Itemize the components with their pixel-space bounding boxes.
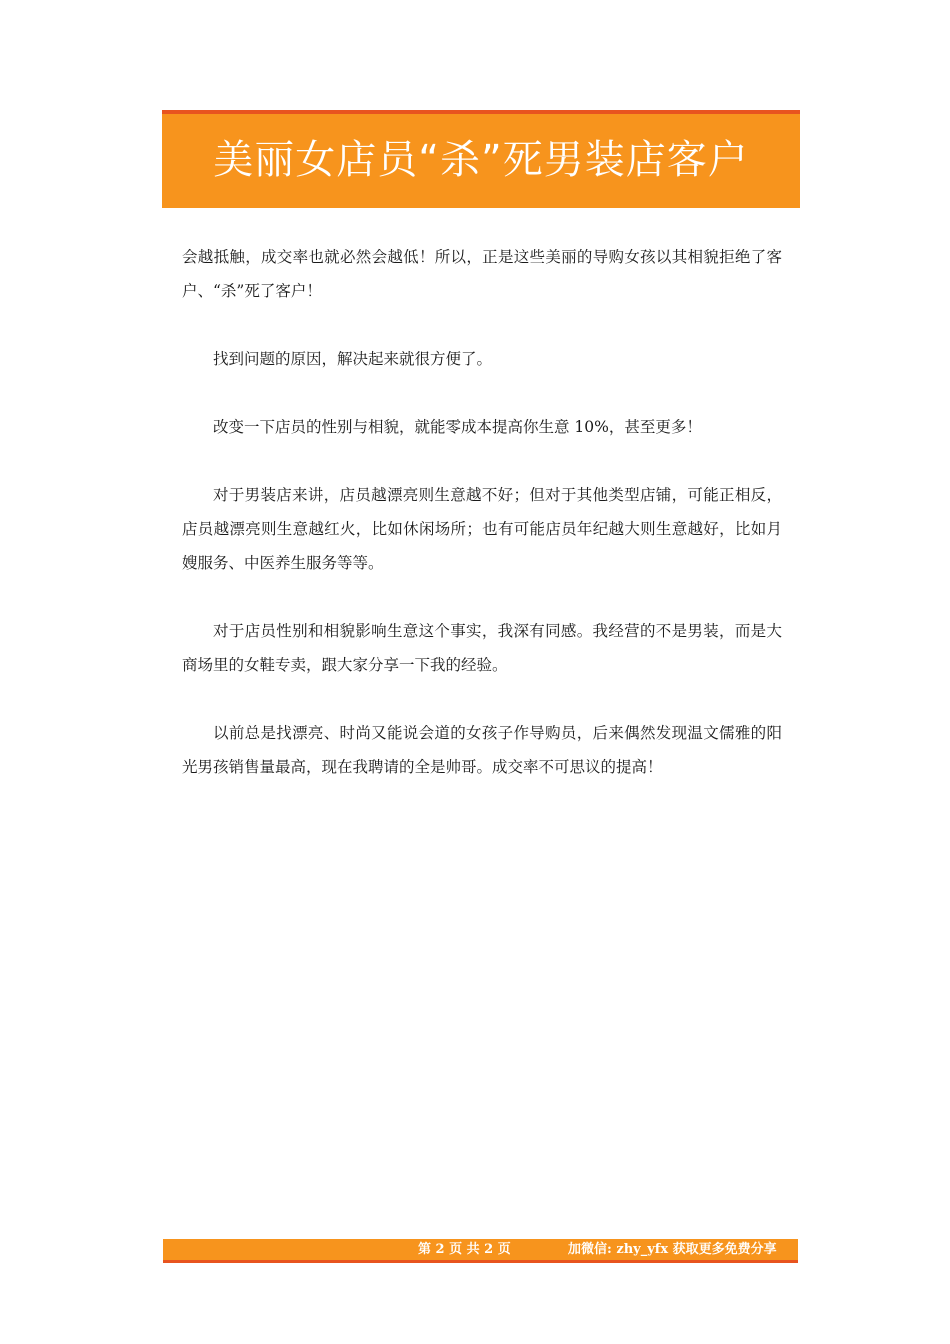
paragraph-1: 会越抵触，成交率也就必然会越低！所以，正是这些美丽的导购女孩以其相貌拒绝了客户、“杀”死了客户！ [182, 248, 782, 300]
page-number: 第 2 页 共 2 页 [418, 1242, 511, 1257]
paragraph-6: 以前总是找漂亮、时尚又能说会道的女孩子作导购员，后来偶然发现温文儒雅的阳光男孩销售量最高，现在我聘请的全是帅哥。成交率不可思议的提高！ [182, 724, 782, 776]
footer-promo-text: 加微信: zhy_yfx 获取更多免费分享 [568, 1242, 777, 1257]
page-title: 美丽女店员“杀”死男装店客户 [213, 137, 749, 183]
paragraph-3: 改变一下店员的性别与相貌，就能零成本提高你生意 10%，甚至更多！ [213, 418, 702, 436]
footer-bar [163, 1239, 798, 1263]
article-body [182, 240, 782, 818]
paragraph-5: 对于店员性别和相貌影响生意这个事实，我深有同感。我经营的不是男装，而是大商场里的女鞋专卖，跟大家分享一下我的经验。 [182, 622, 782, 674]
paragraph-2: 找到问题的原因，解决起来就很方便了。 [213, 350, 493, 368]
paragraph-4: 对于男装店来讲，店员越漂亮则生意越不好；但对于其他类型店铺，可能正相反，店员越漂亮则生意越红火，比如休闲场所；也有可能店员年纪越大则生意越好，比如月嫂服务、中医养生服务等等。 [182, 486, 782, 572]
title-banner [162, 110, 800, 208]
